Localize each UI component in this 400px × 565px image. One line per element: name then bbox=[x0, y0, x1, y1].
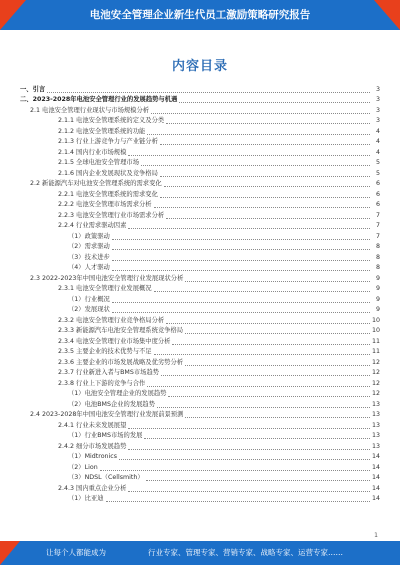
toc-entry[interactable] bbox=[20, 137, 380, 148]
toc-leader-dots bbox=[112, 249, 370, 250]
toc-entry-text: 2.3.3 新能源汽车电池安全管理系统竞争格局 bbox=[58, 327, 184, 334]
toc-entry-page: 9 bbox=[375, 295, 380, 303]
toc-entry-page: 5 bbox=[375, 169, 380, 177]
toc-entry-page: 5 bbox=[375, 159, 380, 166]
toc-entry-text: 2.3.4 电池安全管理行业市场集中度分析 bbox=[58, 337, 171, 345]
toc-entry-page: 7 bbox=[375, 211, 380, 219]
toc-leader-dots bbox=[179, 102, 370, 103]
toc-leader-dots bbox=[172, 344, 370, 345]
toc-entry-text: （3）技术进步 bbox=[68, 253, 110, 261]
toc-entry[interactable] bbox=[20, 189, 380, 200]
toc-entry[interactable] bbox=[20, 494, 380, 505]
toc-heading: 内容目录 bbox=[171, 59, 228, 74]
page-number: 1 bbox=[374, 532, 378, 539]
toc-leader-dots bbox=[154, 354, 370, 355]
toc-leader-dots bbox=[147, 134, 370, 135]
toc-entry-page: 13 bbox=[372, 411, 381, 418]
toc-leader-dots bbox=[160, 197, 370, 198]
toc-entry-text: 2.1.5 全球电池安全管理市场 bbox=[58, 159, 139, 166]
toc-entry-text: 2.3.1 电池安全管理行业发展概况 bbox=[58, 285, 152, 292]
toc-entry-text: 2.4 2023-2028年中国电池安全管理行业发展前景预测 bbox=[30, 411, 184, 418]
toc-entry-text: （1）比亚迪 bbox=[68, 495, 104, 502]
toc-entry[interactable] bbox=[20, 158, 380, 169]
toc-entry-page: 6 bbox=[375, 180, 380, 187]
toc-entry-page: 14 bbox=[372, 495, 381, 502]
toc-leader-dots bbox=[151, 113, 370, 114]
toc-entry-page: 4 bbox=[375, 148, 380, 156]
toc-leader-dots bbox=[112, 312, 370, 313]
toc-entry-page: 14 bbox=[372, 453, 381, 460]
toc-leader-dots bbox=[147, 386, 370, 387]
toc-entry[interactable] bbox=[20, 410, 380, 421]
toc-entry-text: 2.3.8 行业上下游的竞争与合作 bbox=[58, 379, 146, 387]
toc-entry[interactable] bbox=[20, 452, 380, 463]
toc-entry[interactable] bbox=[20, 420, 380, 431]
toc-entry-text: （1）政策驱动 bbox=[68, 232, 110, 240]
toc-leader-dots bbox=[185, 365, 370, 366]
toc-leader-dots bbox=[112, 239, 370, 240]
toc-leader-dots bbox=[144, 438, 370, 439]
toc-leader-dots bbox=[112, 260, 370, 261]
toc-leader-dots bbox=[112, 270, 370, 271]
toc-entry[interactable] bbox=[20, 231, 380, 242]
toc-entry-text: 2.2 新能源汽车对电池安全管理系统的需求变化 bbox=[30, 180, 162, 187]
toc-entry[interactable] bbox=[20, 368, 380, 379]
toc-entry-text: 2.2.4 行业需求驱动因素 bbox=[58, 222, 127, 229]
toc-entry-page: 14 bbox=[372, 474, 381, 481]
toc-leader-dots bbox=[128, 491, 370, 492]
toc-entry-text: （2）发展现状 bbox=[68, 306, 110, 313]
footer-accent bbox=[0, 541, 20, 565]
toc-entry[interactable] bbox=[20, 378, 380, 389]
toc-entry[interactable] bbox=[20, 263, 380, 274]
toc-entry[interactable] bbox=[20, 95, 380, 106]
toc-entry-page: 9 bbox=[375, 285, 380, 292]
toc-entry-text: （2）需求驱动 bbox=[68, 243, 110, 250]
toc-leader-dots bbox=[166, 218, 370, 219]
toc-entry-page: 13 bbox=[372, 421, 381, 429]
toc-leader-dots bbox=[100, 470, 370, 471]
toc-entry-text: （2）Lion bbox=[68, 463, 98, 471]
toc-entry[interactable] bbox=[20, 347, 380, 358]
toc-entry[interactable] bbox=[20, 273, 380, 284]
toc-leader-dots bbox=[185, 417, 370, 418]
toc-entry-text: （1）行业概况 bbox=[68, 295, 110, 303]
toc-leader-dots bbox=[185, 333, 370, 334]
toc-entry-page: 10 bbox=[372, 316, 381, 324]
toc-entry-text: 2.1.3 行业上游竞争力与产业链分析 bbox=[58, 138, 158, 145]
toc-entry[interactable] bbox=[20, 462, 380, 473]
toc-entry-page: 13 bbox=[372, 442, 381, 450]
toc-entry-text: （1）电池安全管理企业的发展趋势 bbox=[68, 390, 167, 397]
toc-entry[interactable] bbox=[20, 179, 380, 190]
toc-leader-dots bbox=[166, 123, 370, 124]
toc-leader-dots bbox=[157, 407, 370, 408]
toc-entry[interactable] bbox=[20, 147, 380, 158]
toc-entry-text: 2.4.1 行业未来发展展望 bbox=[58, 421, 127, 429]
toc-entry[interactable] bbox=[20, 252, 380, 263]
toc-entry-text: 2.2.3 电池安全管理行业市场需求分析 bbox=[58, 211, 165, 219]
toc-entry-page: 9 bbox=[375, 274, 380, 282]
toc-entry-page: 14 bbox=[372, 484, 381, 492]
toc-entry-page: 13 bbox=[372, 432, 381, 439]
toc-leader-dots bbox=[160, 176, 370, 177]
toc-entry-page: 13 bbox=[372, 400, 381, 408]
toc-entry-text: 2.4.3 国内重点企业分析 bbox=[58, 484, 127, 492]
toc-entry[interactable] bbox=[20, 168, 380, 179]
toc-leader-dots bbox=[112, 302, 370, 303]
toc-entry[interactable] bbox=[20, 357, 380, 368]
toc-entry-page: 10 bbox=[372, 327, 381, 334]
toc-leader-dots bbox=[128, 428, 370, 429]
toc-entry-page: 7 bbox=[375, 222, 380, 229]
toc-entry-page: 7 bbox=[375, 232, 380, 240]
toc-entry-page: 8 bbox=[375, 253, 380, 261]
toc-entry[interactable] bbox=[20, 84, 380, 95]
toc-entry-text: 2.1.6 国内企业发展现状及竞争格局 bbox=[58, 169, 158, 177]
toc-leader-dots bbox=[154, 207, 370, 208]
toc-entry[interactable] bbox=[20, 483, 380, 494]
toc-entry-text: 2.3.6 主要企业的市场发展战略及优劣势分析 bbox=[58, 358, 184, 366]
toc-entry-page: 14 bbox=[372, 463, 381, 471]
toc-entry-page: 3 bbox=[375, 117, 380, 124]
toc-entry[interactable] bbox=[20, 126, 380, 137]
toc-entry-page: 8 bbox=[375, 264, 380, 271]
toc-entry-text: 2.3.7 行业新进入者与BMS市场趋势 bbox=[58, 369, 160, 376]
toc-entry-page: 11 bbox=[372, 337, 381, 345]
toc-entry[interactable] bbox=[20, 315, 380, 326]
toc-entry-text: 2.2.2 电池安全管理市场需求分析 bbox=[58, 201, 152, 208]
toc-entry[interactable] bbox=[20, 326, 380, 337]
footer-banner bbox=[0, 541, 400, 565]
toc-entry-text: 二、2023-2028年电池安全管理行业的发展趋势与机遇 bbox=[20, 96, 178, 103]
toc-entry-text: （1）行业BMS市场的发展 bbox=[68, 432, 143, 439]
toc-entry[interactable] bbox=[20, 116, 380, 127]
toc-entry[interactable] bbox=[20, 441, 380, 452]
toc-leader-dots bbox=[185, 281, 370, 282]
toc-entry-page: 3 bbox=[375, 96, 380, 103]
toc-entry[interactable] bbox=[20, 242, 380, 253]
toc-entry-text: 2.4.2 细分市场发展趋势 bbox=[58, 442, 127, 450]
toc-leader-dots bbox=[119, 459, 370, 460]
toc-entry[interactable] bbox=[20, 221, 380, 232]
toc-entry-page: 12 bbox=[372, 379, 381, 387]
toc-leader-dots bbox=[160, 144, 370, 145]
toc-leader-dots bbox=[168, 396, 370, 397]
toc-entry[interactable] bbox=[20, 200, 380, 211]
toc-entry-text: 2.3.5 主要企业的技术优势与不足 bbox=[58, 348, 152, 355]
toc-entry[interactable] bbox=[20, 105, 380, 116]
report-title: 电池安全管理企业新生代员工激励策略研究报告 bbox=[89, 9, 311, 21]
toc-entry-page: 3 bbox=[375, 106, 380, 114]
toc-entry-page: 6 bbox=[375, 190, 380, 198]
toc-leader-dots bbox=[128, 228, 370, 229]
toc-entry[interactable] bbox=[20, 399, 380, 410]
footer-slogan: 让每个人都能成为 bbox=[46, 548, 106, 557]
toc-entry-page: 12 bbox=[372, 369, 381, 376]
table-of-contents bbox=[20, 84, 380, 504]
toc-entry-page: 9 bbox=[375, 306, 380, 313]
header-banner bbox=[0, 0, 400, 30]
banner-accent-right bbox=[374, 0, 400, 30]
toc-entry-text: 2.1.4 国内行业市场规模 bbox=[58, 148, 127, 156]
toc-entry-page: 4 bbox=[375, 127, 380, 135]
toc-leader-dots bbox=[128, 449, 370, 450]
toc-entry[interactable] bbox=[20, 210, 380, 221]
toc-entry[interactable] bbox=[20, 473, 380, 484]
toc-entry[interactable] bbox=[20, 284, 380, 295]
toc-entry[interactable] bbox=[20, 389, 380, 400]
toc-entry-page: 4 bbox=[375, 138, 380, 145]
toc-entry-text: 2.1.1 电池安全管理系统的定义及分类 bbox=[58, 117, 165, 124]
toc-entry-page: 11 bbox=[372, 348, 381, 355]
toc-entry-page: 3 bbox=[375, 85, 380, 93]
toc-entry-page: 8 bbox=[375, 243, 380, 250]
toc-entry-text: （4）人才驱动 bbox=[68, 264, 110, 271]
toc-entry-text: 一、引言 bbox=[20, 85, 46, 93]
toc-entry-text: （2）电池BMS企业的发展趋势 bbox=[68, 400, 156, 408]
toc-entry[interactable] bbox=[20, 336, 380, 347]
toc-entry-text: 2.2.1 电池安全管理系统的需求变化 bbox=[58, 190, 158, 198]
toc-leader-dots bbox=[146, 480, 370, 481]
toc-entry-text: 2.1 电池安全管理行业现状与市场规模分析 bbox=[30, 106, 150, 114]
toc-leader-dots bbox=[141, 165, 370, 166]
toc-leader-dots bbox=[166, 323, 370, 324]
toc-entry[interactable] bbox=[20, 305, 380, 316]
toc-entry-page: 6 bbox=[375, 201, 380, 208]
toc-leader-dots bbox=[128, 155, 370, 156]
footer-roles: 行业专家、管理专家、营销专家、战略专家、运营专家…… bbox=[148, 548, 343, 557]
toc-leader-dots bbox=[47, 92, 370, 93]
toc-entry-text: 2.3 2022-2023年中国电池安全管理行业发展现状分析 bbox=[30, 274, 184, 282]
banner-accent-left bbox=[0, 0, 26, 30]
toc-entry-text: （1）Midtronics bbox=[68, 453, 118, 460]
toc-leader-dots bbox=[161, 375, 370, 376]
toc-entry-page: 12 bbox=[372, 390, 381, 397]
toc-entry[interactable] bbox=[20, 431, 380, 442]
toc-leader-dots bbox=[106, 501, 371, 502]
toc-leader-dots bbox=[164, 186, 370, 187]
toc-entry-text: 2.3.2 电池安全管理行业竞争格局分析 bbox=[58, 316, 165, 324]
toc-entry-text: （3）NDSL（Cellsmith） bbox=[68, 474, 144, 481]
toc-entry-text: 2.1.2 电池安全管理系统的功能 bbox=[58, 127, 146, 135]
toc-entry-page: 12 bbox=[372, 358, 381, 366]
toc-leader-dots bbox=[154, 291, 370, 292]
toc-entry[interactable] bbox=[20, 294, 380, 305]
